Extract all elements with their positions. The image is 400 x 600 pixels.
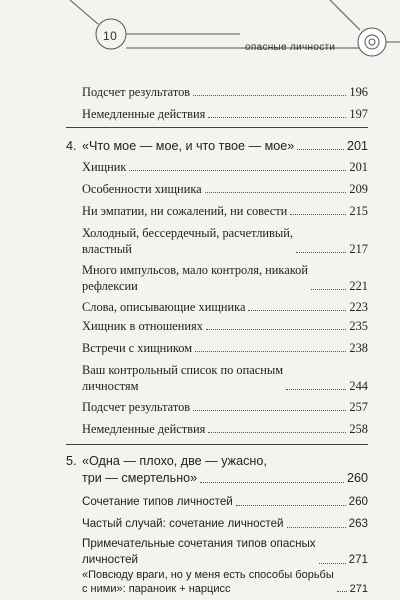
toc-entry (82, 516, 368, 532)
toc-entry-title: Встречи с хищником (82, 341, 193, 355)
toc-entry-title: Особенности хищника (82, 182, 202, 196)
dot-leader (296, 252, 346, 253)
dot-leader (206, 329, 346, 330)
toc-entry-title-line: Примечательные сочетания типов опасных (82, 537, 316, 550)
dot-leader (248, 310, 346, 311)
toc-entry-title-line: с ними»: параноик + нарцисс (82, 583, 231, 595)
toc-chapter-4 (66, 138, 368, 154)
toc-entry-page: 238 (349, 341, 368, 355)
toc-entry-title-line: «Повсюду враги, но у меня есть способы борьбы (82, 569, 334, 581)
toc-entry (82, 225, 368, 257)
toc-entry-title (82, 568, 334, 596)
toc-entry-title-line: Много импульсов, мало контроля, никакой (82, 263, 308, 277)
chapter-page: 260 (346, 471, 368, 485)
toc-entry (82, 84, 368, 100)
toc-chapter-5 (66, 453, 368, 487)
dot-leader (205, 192, 347, 193)
dot-leader (311, 289, 346, 290)
toc-entry (82, 262, 368, 294)
toc-entry (82, 362, 368, 394)
chapter-title: «Что мое — мое, и что твое — мое» (82, 139, 295, 153)
toc-entry-page: 271 (349, 583, 368, 595)
toc-entry (82, 494, 368, 510)
running-head: опасные личности (245, 42, 336, 53)
toc-entry-title-line: властный (82, 242, 132, 256)
toc-entry-page: 258 (349, 422, 368, 436)
toc-entry (82, 203, 368, 219)
chapter-heading-line (66, 453, 368, 470)
chapter-number: 5. (66, 454, 77, 468)
dot-leader (193, 95, 346, 96)
dot-leader (337, 591, 347, 592)
toc-entry-title (82, 262, 308, 294)
toc-entry-page: 271 (348, 553, 368, 566)
chapter-number: 4. (66, 139, 77, 153)
dot-leader (286, 389, 346, 390)
dot-leader (193, 410, 346, 411)
dot-leader (236, 505, 346, 506)
toc-entry-title: Немедленные действия (82, 422, 206, 436)
chapter-title-line: три — смертельно» (82, 471, 198, 485)
toc-entry-page: 217 (349, 242, 368, 256)
toc-entry-title (82, 536, 316, 568)
toc-entry-title-line: Холодный, бессердечный, расчетливый, (82, 226, 293, 240)
toc-entry (82, 399, 368, 415)
section-divider (66, 127, 368, 128)
dot-leader (208, 432, 346, 433)
toc-entry-title: Частый случай: сочетание личностей (82, 517, 284, 530)
toc-entry-title: Немедленные действия (82, 107, 206, 121)
toc-entry-title: Подсчет результатов (82, 85, 191, 99)
toc-entry-page: 221 (349, 279, 368, 293)
section-divider (66, 444, 368, 445)
toc-entry (82, 421, 368, 437)
dot-leader (297, 149, 344, 150)
toc-entry-page: 196 (349, 85, 368, 99)
dot-leader (319, 563, 346, 564)
toc-entry-title-line: Ваш контрольный список по опасным (82, 363, 284, 377)
dot-leader (290, 214, 346, 215)
chapter-page: 201 (346, 139, 368, 153)
dot-leader (208, 117, 346, 118)
toc-entry (82, 340, 368, 356)
toc-entry-title: Ни эмпатии, ни сожалений, ни совести (82, 204, 288, 218)
dot-leader (287, 527, 346, 528)
toc-entry-page: 197 (349, 107, 368, 121)
toc-entry-page: 263 (348, 517, 368, 530)
toc-entry-title: Подсчет результатов (82, 400, 191, 414)
toc-entry (82, 536, 368, 568)
toc-entry-title: Слова, описывающие хищника (82, 300, 246, 314)
dot-leader (200, 482, 344, 483)
toc-entry-title: Хищник в отношениях (82, 319, 203, 333)
toc-entry-title (82, 225, 293, 257)
toc-entry-page: 223 (349, 300, 368, 314)
toc-entry-title-line: личностей (82, 553, 139, 566)
toc-entry (82, 318, 368, 334)
toc-entry-page: 260 (348, 495, 368, 508)
toc-entry-title (82, 362, 283, 394)
toc-entry (82, 181, 368, 197)
toc-entry (82, 159, 368, 175)
toc-entry-page: 244 (349, 379, 368, 393)
toc-entry-title-line: рефлексии (82, 279, 138, 293)
toc-entry-title-line: личностям (82, 379, 139, 393)
toc-entry (82, 299, 368, 315)
toc-entry-title: Сочетание типов личностей (82, 495, 233, 508)
dot-leader (129, 170, 346, 171)
dot-leader (195, 351, 346, 352)
toc-entry-page: 209 (349, 182, 368, 196)
toc-entry (82, 568, 368, 596)
toc-entry-title: Хищник (82, 160, 127, 174)
toc-entry (82, 106, 368, 122)
page-number: 10 (103, 29, 118, 43)
toc-entry-page: 257 (349, 400, 368, 414)
toc-entry-page: 235 (349, 319, 368, 333)
toc-entry-page: 201 (349, 160, 368, 174)
chapter-title-line: «Одна — плохо, две — ужасно, (82, 454, 267, 468)
chapter-heading-line (66, 470, 368, 487)
toc-entry-page: 215 (349, 204, 368, 218)
